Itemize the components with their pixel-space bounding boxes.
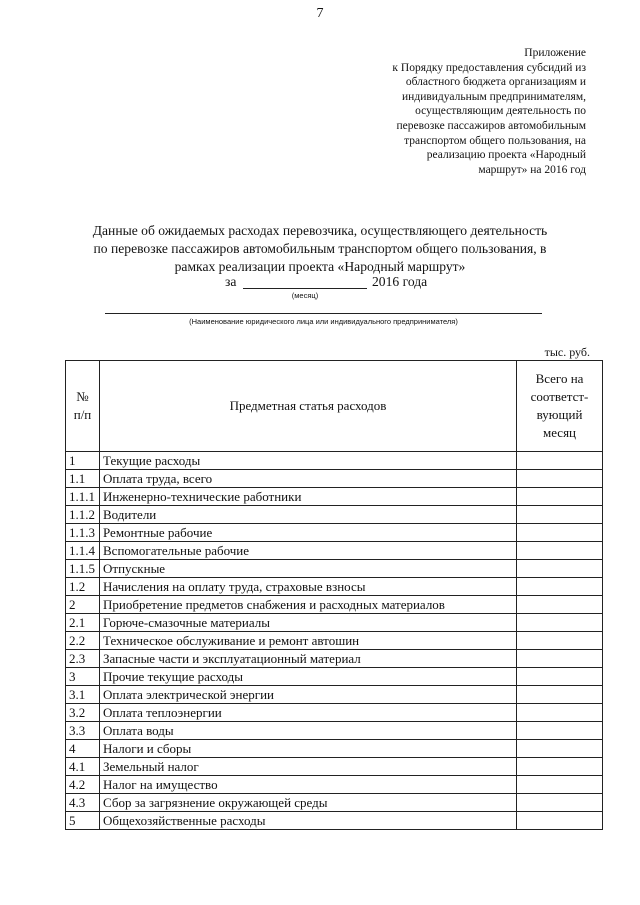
- row-item: Налоги и сборы: [100, 740, 517, 758]
- row-number: 1.2: [66, 578, 100, 596]
- row-item: Оплата электрической энергии: [100, 686, 517, 704]
- row-item: Запасные части и эксплуатационный материал: [100, 650, 517, 668]
- table-row: [66, 542, 603, 560]
- row-number: 4.2: [66, 776, 100, 794]
- row-number: 1.1.3: [66, 524, 100, 542]
- row-value-cell[interactable]: [517, 668, 603, 686]
- row-item: Приобретение предметов снабжения и расходных материалов: [100, 596, 517, 614]
- title-line: рамках реализации проекта «Народный маршрут»: [174, 259, 466, 274]
- appendix-line: осуществляющим деятельность по: [415, 105, 586, 118]
- row-value-cell[interactable]: [517, 758, 603, 776]
- row-value-cell[interactable]: [517, 596, 603, 614]
- row-value-cell[interactable]: [517, 794, 603, 812]
- row-item: Отпускные: [100, 560, 517, 578]
- row-value-cell[interactable]: [517, 578, 603, 596]
- row-value-cell[interactable]: [517, 776, 603, 794]
- month-blank-field[interactable]: [243, 288, 367, 289]
- row-item: Ремонтные рабочие: [100, 524, 517, 542]
- page-number: 7: [316, 6, 324, 21]
- row-number: 5: [66, 812, 100, 830]
- row-item: Оплата труда, всего: [100, 470, 517, 488]
- row-item: Сбор за загрязнение окружающей среды: [100, 794, 517, 812]
- row-number: 2.1: [66, 614, 100, 632]
- row-number: 1.1.5: [66, 560, 100, 578]
- row-value-cell[interactable]: [517, 560, 603, 578]
- table-row: [66, 722, 603, 740]
- row-value-cell[interactable]: [517, 686, 603, 704]
- table-row: [66, 668, 603, 686]
- row-value-cell[interactable]: [517, 542, 603, 560]
- units-label: тыс. руб.: [544, 345, 590, 359]
- header-item: Предметная статья расходов: [100, 361, 517, 452]
- row-value-cell[interactable]: [517, 740, 603, 758]
- header-number-text: № п/п: [73, 389, 92, 422]
- row-item: Техническое обслуживание и ремонт автошин: [100, 632, 517, 650]
- row-item: Оплата воды: [100, 722, 517, 740]
- row-number: 1.1.1: [66, 488, 100, 506]
- row-value-cell[interactable]: [517, 488, 603, 506]
- appendix-line: областного бюджета организациям и: [405, 76, 586, 89]
- row-number: 2.3: [66, 650, 100, 668]
- document-title: [40, 222, 600, 276]
- row-number: 2.2: [66, 632, 100, 650]
- table-row: [66, 794, 603, 812]
- row-number: 1: [66, 452, 100, 470]
- row-value-cell[interactable]: [517, 650, 603, 668]
- row-number: 3.2: [66, 704, 100, 722]
- row-item: Вспомогательные рабочие: [100, 542, 517, 560]
- row-number: 3.1: [66, 686, 100, 704]
- row-value-cell[interactable]: [517, 722, 603, 740]
- table-row: [66, 614, 603, 632]
- row-value-cell[interactable]: [517, 452, 603, 470]
- title-line: Данные об ожидаемых расходах перевозчика, осуществляющего деятельность: [92, 223, 548, 238]
- row-item: Налог на имущество: [100, 776, 517, 794]
- table-row: [66, 776, 603, 794]
- row-value-cell[interactable]: [517, 470, 603, 488]
- row-value-cell[interactable]: [517, 524, 603, 542]
- period-prefix: за: [225, 274, 237, 289]
- table-row: [66, 560, 603, 578]
- appendix-line: индивидуальным предпринимателям,: [402, 90, 586, 103]
- appendix-line: перевозке пассажиров автомобильным: [396, 119, 586, 132]
- table-row: [66, 524, 603, 542]
- row-number: 3: [66, 668, 100, 686]
- table-row: [66, 812, 603, 830]
- month-hint: (месяц): [291, 291, 319, 300]
- row-item: Водители: [100, 506, 517, 524]
- row-number: 3.3: [66, 722, 100, 740]
- row-item: Оплата теплоэнергии: [100, 704, 517, 722]
- row-item: Текущие расходы: [100, 452, 517, 470]
- title-line: по перевозке пассажиров автомобильным транспортом общего пользования, в: [93, 241, 547, 256]
- table-row: [66, 452, 603, 470]
- row-value-cell[interactable]: [517, 506, 603, 524]
- table-row: [66, 740, 603, 758]
- row-item: Земельный налог: [100, 758, 517, 776]
- appendix-line: реализацию проекта «Народный: [426, 149, 586, 162]
- table-row: [66, 596, 603, 614]
- row-value-cell[interactable]: [517, 632, 603, 650]
- row-number: 2: [66, 596, 100, 614]
- table-row: [66, 488, 603, 506]
- table-row: [66, 578, 603, 596]
- appendix-note: [356, 46, 586, 177]
- row-item: Общехозяйственные расходы: [100, 812, 517, 830]
- row-number: 1.1: [66, 470, 100, 488]
- row-value-cell[interactable]: [517, 812, 603, 830]
- organization-hint: (Наименование юридического лица или индивидуального предпринимателя): [189, 317, 458, 326]
- row-number: 4.3: [66, 794, 100, 812]
- period-year: 2016 года: [372, 274, 428, 289]
- row-item: Горюче-смазочные материалы: [100, 614, 517, 632]
- row-item: Прочие текущие расходы: [100, 668, 517, 686]
- organization-blank-field[interactable]: [105, 313, 542, 314]
- appendix-line: транспортом общего пользования, на: [404, 134, 586, 147]
- row-number: 4.1: [66, 758, 100, 776]
- table-row: [66, 686, 603, 704]
- table-row: [66, 632, 603, 650]
- table-row: [66, 758, 603, 776]
- appendix-line: Приложение: [524, 47, 586, 59]
- row-number: 4: [66, 740, 100, 758]
- header-total-text: Всего на соответст-вующий месяц: [530, 371, 589, 440]
- row-value-cell[interactable]: [517, 614, 603, 632]
- table-header-row: [66, 361, 603, 452]
- table-row: [66, 506, 603, 524]
- table-row: [66, 470, 603, 488]
- row-value-cell[interactable]: [517, 704, 603, 722]
- header-total: [517, 361, 603, 452]
- table-row: [66, 704, 603, 722]
- row-number: 1.1.4: [66, 542, 100, 560]
- row-item: Инженерно-технические работники: [100, 488, 517, 506]
- appendix-line: к Порядку предоставления субсидий из: [392, 61, 586, 74]
- reporting-period: [210, 274, 450, 304]
- appendix-line: маршрут» на 2016 год: [478, 163, 586, 176]
- header-number: [66, 361, 100, 452]
- row-number: 1.1.2: [66, 506, 100, 524]
- expenses-table: [65, 360, 603, 830]
- table-row: [66, 650, 603, 668]
- row-item: Начисления на оплату труда, страховые взносы: [100, 578, 517, 596]
